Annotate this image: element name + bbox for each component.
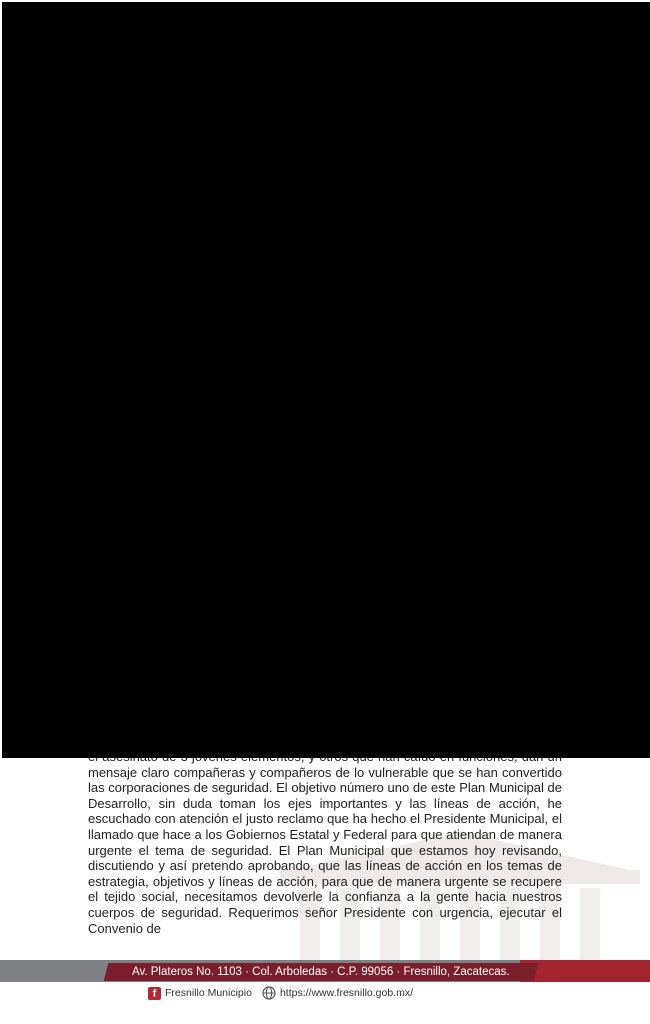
facebook-icon: f: [148, 987, 161, 1000]
facebook-link[interactable]: Fresnillo Municipio: [165, 987, 252, 999]
website-link[interactable]: https://www.fresnillo.gob.mx/: [279, 987, 414, 999]
footer-address: Av. Plateros No. 1103 · Col. Arboledas · C.P. 99056 · Fresnillo, Zacatecas.: [132, 966, 510, 978]
footer-address-band: [104, 963, 538, 981]
footer-links: [148, 985, 413, 1001]
globe-icon: [262, 986, 276, 1000]
redacted-area: [2, 2, 650, 758]
body-paragraph: mensaje claro compañeras y compañeros de lo vulnerable que se han convertido las corporaciones de seguridad. El objetivo número uno de este Plan Municipal de Desarrollo, sin duda toman los ejes importantes y las líneas de acción, he escuchado con atención el justo reclamo que ha hecho el Presidente Municipal, el llamado que hace a los Gobiernos Estatal y Federal para que atiendan de manera urgente el tema de seguridad. El Plan Municipal que estamos hoy revisando, discutiendo y así pretendo aprobando, que las líneas de acción en los temas de estrategia, objetivos y líneas de acción, para que de manera urgente se recupere el tejido social, necesitamos devolverle la confianza a la gente hacia nuestros cuerpos de seguridad. Requerimos señor Presidente con urgencia, ejecutar el Convenio de: [88, 764, 562, 936]
footer-accent: [520, 960, 650, 982]
